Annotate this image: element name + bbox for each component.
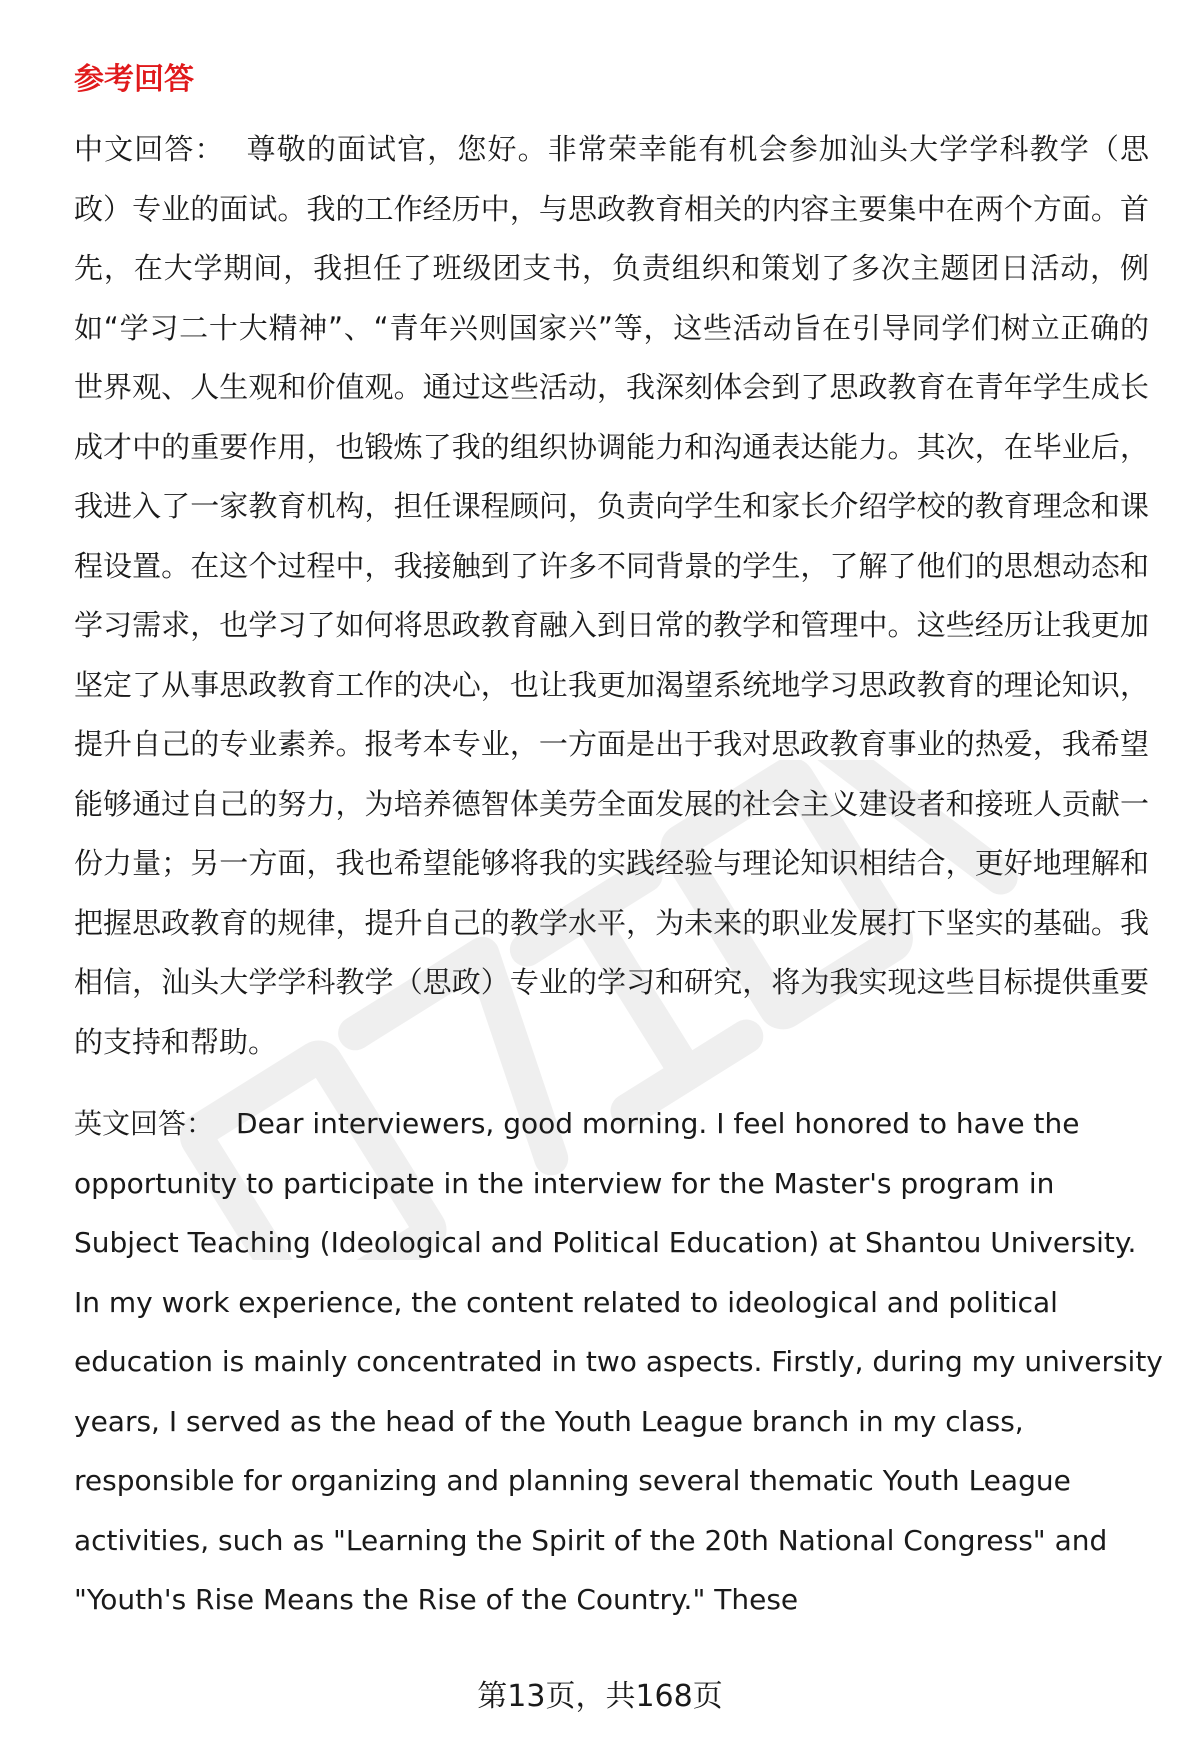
english-answer-label: 英文回答： [74, 1107, 215, 1140]
english-answer-text: Dear interviewers, good morning. I feel honored to have the opportunity to participate in the interview for the Master's program in Subject Teaching (Ideological and Political Education) at Shantou University. In my work experience, the content related to ideological and political education is mainly concentrated in two aspects. Firstly, during my university years, I served as the head of the Youth League branch in my class, responsible for organizing and planning several thematic Youth League activities, such as "Learning the Spirit of the 20th National Congress" and "Youth's Rise Means the Rise of the Country." These [74, 1107, 1163, 1616]
page-footer [0, 1677, 1200, 1717]
chinese-answer-text: 尊敬的面试官，您好。非常荣幸能有机会参加汕头大学学科教学（思政）专业的面试。我的工作经历中，与思政教育相关的内容主要集中在两个方面。首先，在大学期间，我担任了班级团支书，负责组织和策划了多次主题团日活动，例如“学习二十大精神”、“青年兴则国家兴”等，这些活动旨在引导同学们树立正确的世界观、人生观和价值观。通过这些活动，我深刻体会到了思政教育在青年学生成长成才中的重要作用，也锻炼了我的组织协调能力和沟通表达能力。其次，在毕业后，我进入了一家教育机构，担任课程顾问，负责向学生和家长介绍学校的教育理念和课程设置。在这个过程中，我接触到了许多不同背景的学生，了解了他们的思想动态和学习需求，也学习了如何将思政教育融入到日常的教学和管理中。这些经历让我更加坚定了从事思政教育工作的决心，也让我更加渴望系统地学习思政教育的理论知识，提升自己的专业素养。报考本专业，一方面是出于我对思政教育事业的热爱，我希望能够通过自己的努力，为培养德智体美劳全面发展的社会主义建设者和接班人贡献一份力量；另一方面，我也希望能够将我的实践经验与理论知识相结合，更好地理解和把握思政教育的规律，提升自己的教学水平，为未来的职业发展打下坚实的基础。我相信，汕头大学学科教学（思政）专业的学习和研究，将为我实现这些目标提供重要的支持和帮助。 [74, 132, 1149, 1059]
english-answer-paragraph [74, 1094, 1164, 1630]
chinese-answer-paragraph [74, 120, 1149, 1072]
chinese-answer-label: 中文回答： [74, 132, 225, 166]
section-heading: 参考回答 [74, 62, 194, 97]
page-indicator: 第13页，共168页 [477, 1679, 723, 1714]
document-body [74, 58, 1163, 1630]
